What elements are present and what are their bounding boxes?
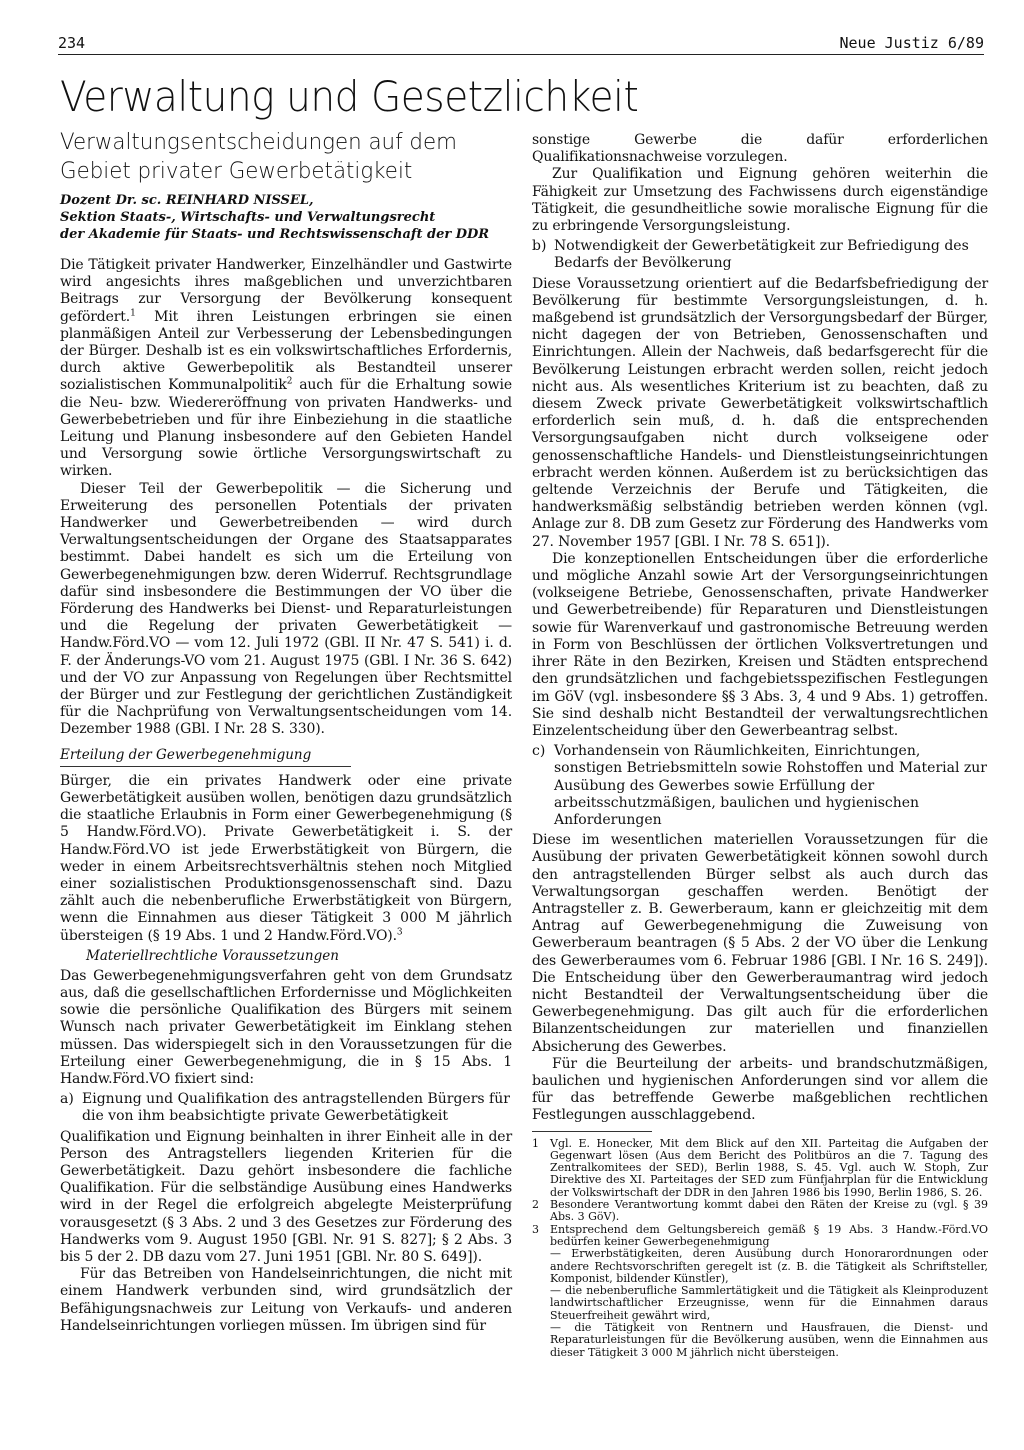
paragraph: Für die Beurteilung der arbeits- und brandschutzmäßigen, baulichen und hygienischen Anforderungen sind vor allem die für das betreffende Gewerbe maßgeblichen rechtlichen Festlegungen ausschlaggebend.: [532, 1055, 988, 1124]
paragraph: Für das Betreiben von Handelseinrichtungen, die nicht mit einem Handwerk verbunden sind, wird grundsätzlich der Befähigungsnachweis zur Leitung von Verkaufs- und anderen Handelseinrichtungen vorliegen müssen. Im übrigen sind für: [60, 1266, 512, 1334]
header-rule: [58, 54, 984, 55]
list-item-b: b) Notwendigkeit der Gewerbetätigkeit zur Befriedigung des Bedarfs der Bevölkerung: [532, 238, 969, 272]
article-title-line2: Gebiet privater Gewerbetätigkeit: [60, 158, 413, 184]
footnote: 3 Entsprechend dem Geltungsbereich gemäß § 19 Abs. 3 Handw.-Förd.VO bedürfen keiner Gewerbegenehmigung: [532, 1222, 988, 1248]
subheading-erteilung: Erteilung der Gewerbegenehmigung: [60, 747, 351, 767]
paragraph: sonstige Gewerbe die dafür erforderlichen Qualifikationsnachweise vorzulegen.: [532, 132, 988, 166]
footnote-ref: 2: [286, 376, 293, 387]
paragraph: Diese Voraussetzung orientiert auf die Bedarfsbefriedigung der Bevölkerung für bestimmte Versorgungsleistungen, d. h. maßgebend ist grundsätzlich der Versorgungsbedarf der Bürger, nicht dagegen der von Betrieben, Genossenschaften und Einrichtungen. Allein der Nachweis, daß bedarfsgerecht für die Bevölkerung Leistungen erbracht werden sollen, reicht jedoch nicht aus. Als wesentliches Kriterium ist zu beachten, daß zu diesem Zweck private Gewerbetätigkeit volkswirtschaftlich erforderlich sein muß, d. h. daß die entsprechenden Versorgungsaufgaben nicht durch volkseigene oder genossenschaftliche Handels- und Dienstleistungseinrichtungen erbracht werden können. Außerdem ist zu berücksichtigen das geltende Verzeichnis der Berufe und Tätigkeiten, die handwerksmäßig selbständig betrieben werden können (vgl. Anlage zur 8. DB zum Gesetz zur Förderung des Handwerks vom 27. November 1957 [GBl. I Nr. 78 S. 651]).: [532, 275, 988, 550]
footnote-item: — die nebenberufliche Sammlertätigkeit und die Tätigkeit als Kleinproduzent landwirtschaftlicher Erzeugnisse, wenn für die Einnahmen daraus Steuerfreiheit gewährt wird,: [550, 1284, 988, 1322]
journal-issue: Neue Justiz 6/89: [839, 34, 984, 52]
paragraph: Dieser Teil der Gewerbepolitik — die Sicherung und Erweiterung des personellen Potentials der privaten Handwerker und Gewerbetreibenden — wird durch Verwaltungsentscheidungen der Organe des Staatsapparates bestimmt. Dabei handelt es sich um die Erteilung von Gewerbegenehmigungen bzw. deren Widerruf. Rechtsgrundlage dafür sind insbesondere die Bestimmungen der VO über die Förderung des Handwerks bei Dienst- und Reparaturleistungen und die Regelung der privaten Gewerbetätigkeit — Handw.Förd.VO — vom 12. Juli 1972 (GBl. II Nr. 47 S. 541) i. d. F. der Änderungs-VO vom 21. August 1975 (GBl. I Nr. 36 S. 642) und der VO zur Anpassung von Regelungen über Rechtsmittel der Bürger und zur Festlegung der gerichtlichen Zuständigkeit für die Nachprüfung von Verwaltungsentscheidungen vom 14. Dezember 1988 (GBl. I Nr. 28 S. 330).: [60, 480, 512, 738]
author-affiliation-2: der Akademie für Staats- und Rechtswissenschaft der DDR: [60, 227, 490, 242]
left-column: [60, 128, 512, 1335]
footnote-item: — die Tätigkeit von Rentnern und Hausfrauen, die Dienst- und Reparaturleistungen für die Bevölkerung ausüben, wenn die Einnahmen aus dieser Tätigkeit 3 000 M jährlich nicht übersteigen.: [550, 1321, 988, 1359]
list-item-c: c) Vorhandensein von Räumlichkeiten, Einrichtungen, sonstigen Betriebsmitteln sowie Rohstoffen und Material zur Ausübung des Gewerbes sowie Erfüllung der arbeitsschutzmäßigen, baulichen und hygienischen Anforderungen: [532, 743, 987, 828]
subheading-voraussetzungen: Materiellrechtliche Voraussetzungen: [86, 947, 339, 964]
paragraph: Das Gewerbegenehmigungsverfahren geht von dem Grundsatz aus, daß die gesellschaftlichen Erfordernisse und Möglichkeiten sowie die persönliche Qualifikation des Bürgers mit seinem Wunsch nach privater Gewerbetätigkeit im Einklang stehen müssen. Das widerspiegelt sich in den Voraussetzungen für die Erteilung einer Gewerbegenehmigung, die in § 15 Abs. 1 Handw.Förd.VO fixiert sind:: [60, 967, 512, 1087]
footnote-item: — Erwerbstätigkeiten, deren Ausübung durch Honorarordnungen oder andere Rechtsvorschriften geregelt ist (z. B. die Tätigkeit als Schriftsteller, Komponist, bildender Künstler),: [550, 1247, 988, 1285]
paragraph: Die Tätigkeit privater Handwerker, Einzelhändler und Gastwirte wird angesichts ihres maßgeblichen und unverzichtbaren Beitrags zur Versorgung der Bevölkerung konsequent gefördert.$^1$ Mit ihren Leistungen erbringen sie einen planmäßigen Anteil zur Verbesserung der Lebensbedingungen der Bürger. Deshalb ist es ein volkswirtschaftliches Erfordernis, durch aktive Gewerbepolitik als Bestandteil unserer sozialistischen Kommunalpolitik$^2$ auch für die Erhaltung sowie die Neu- bzw. Wiedereröffnung von privaten Handwerks- und Gewerbebetrieben und für ihre Einbeziehung in die staatliche Leitung und Planung insbesondere auf den Gebieten Handel und Versorgung sowie örtliche Versorgungswirtschaft zu wirken.: [60, 257, 512, 480]
paragraph: Bürger, die ein privates Handwerk oder eine private Gewerbetätigkeit ausüben wollen, benötigen dazu grundsätzlich die staatliche Erlaubnis in Form einer Gewerbegenehmigung (§ 5 Handw.Förd.VO). Private Gewerbetätigkeit i. S. der Handw.Förd.VO ist jede Erwerbstätigkeit von Bürgern, die weder in einem Arbeitsrechtsverhältnis stehen noch Mitglied einer sozialistischen Produktionsgenossenschaft sind. Dazu zählt auch die nebenberufliche Erwerbstätigkeit von Bürgern, wenn die Einnahmen aus dieser Tätigkeit 3 000 M jährlich übersteigen (§ 19 Abs. 1 und 2 Handw.Förd.VO).$^3$: [60, 772, 512, 944]
paragraph: Qualifikation und Eignung beinhalten in ihrer Einheit alle in der Person des Antragstellers liegenden Kriterien für die Gewerbetätigkeit. Dazu gehört insbesondere die fachliche Qualifikation. Für die selbständige Ausübung eines Handwerks wird in der Regel die erfolgreich abgelegte Meisterprüfung vorausgesetzt (§ 3 Abs. 2 und 3 des Gesetzes zur Förderung des Handwerks vom 9. August 1950 [GBl. Nr. 91 S. 827]; § 2 Abs. 3 bis 5 der 2. DB dazu vom 27. Juni 1951 [GBl. Nr. 80 S. 649]).: [60, 1128, 512, 1265]
footnote-ref: 3: [396, 926, 403, 937]
article-title: [60, 128, 489, 186]
footnote: 1 Vgl. E. Honecker, Mit dem Blick auf den XII. Parteitag die Aufgaben der Gegenwart lösen (Aus dem Bericht des Politbüros an die 7. Tagung des Zentralkomitees der SED), Berlin 1988, S. 45. Vgl. auch W. Stoph, Zur Direktive des XI. Parteitages der SED zum Fünfjahrplan für die Entwicklung der Volkswirtschaft der DDR in den Jahren 1986 bis 1990, Berlin 1986, S. 26.: [532, 1136, 988, 1199]
author-affiliation-1: Sektion Staats-, Wirtschafts- und Verwaltungsrecht: [60, 210, 436, 225]
right-column: [532, 132, 988, 1359]
paragraph: Die konzeptionellen Entscheidungen über die erforderliche und mögliche Anzahl sowie Art der Versorgungseinrichtungen (volkseigene Betriebe, Genossenschaften, private Handwerker und Gewerbetreibende) für Reparaturen und Dienstleistungen sowie für Warenverkauf und gastronomische Betreuung werden in Form von Beschlüssen der örtlichen Volksvertretungen und ihrer Räte in den Bezirken, Kreisen und Städten entsprechend den grundsätzlichen und fachgebietsspezifischen Festlegungen im GöV (vgl. insbesondere §§ 3 Abs. 3, 4 und 9 Abs. 1) getroffen. Sie sind deshalb nicht Bestandteil der verwaltungsrechtlichen Einzelentscheidung über den Gewerbeantrag selbst.: [532, 550, 988, 739]
footnote: 2 Besondere Verantwortung kommt dabei den Räten der Kreise zu (vgl. § 39 Abs. 3 GöV).: [532, 1198, 988, 1224]
article-title-line1: Verwaltungsentscheidungen auf dem: [60, 129, 457, 155]
paragraph: Diese im wesentlichen materiellen Voraussetzungen für die Ausübung der privaten Gewerbetätigkeit können sowohl durch den antragstellenden Bürger selbst als auch durch das Verwaltungsorgan geschaffen werden. Benötigt der Antragsteller z. B. Gewerberaum, kann er gleichzeitig mit dem Antrag auf Gewerbegenehmigung die Zuweisung von Gewerberaum beantragen (§ 5 Abs. 2 der VO über die Lenkung des Gewerberaumes vom 6. Februar 1986 [GBl. I Nr. 16 S. 249]). Die Entscheidung über den Gewerberaumantrag wird jedoch nicht Bestandteil der Verwaltungsentscheidung über die Gewerbegenehmigung. Das gilt auch für die erforderlichen Bilanzentscheidungen zur materiellen und finanziellen Absicherung des Gewerbes.: [532, 832, 988, 1055]
paragraph: Zur Qualifikation und Eignung gehören weiterhin die Fähigkeit zur Umsetzung des Fachwissens durch eigenständige Tätigkeit, die gesundheitliche sowie moralische Eignung für die zu erbringende Versorgungsleistung.: [532, 166, 988, 235]
footnote-ref: 1: [130, 307, 136, 318]
footnote-rule: [532, 1131, 652, 1132]
author-block: [60, 192, 512, 243]
page-number: 234: [58, 34, 86, 52]
section-title: Verwaltung und Gesetzlichkeit: [60, 72, 639, 121]
author-name: Dozent Dr. sc. REINHARD NISSEL,: [60, 193, 314, 208]
list-item-a: a) Eignung und Qualifikation des antragstellenden Bürgers für die von ihm beabsichtigte private Gewerbetätigkeit: [60, 1091, 510, 1125]
